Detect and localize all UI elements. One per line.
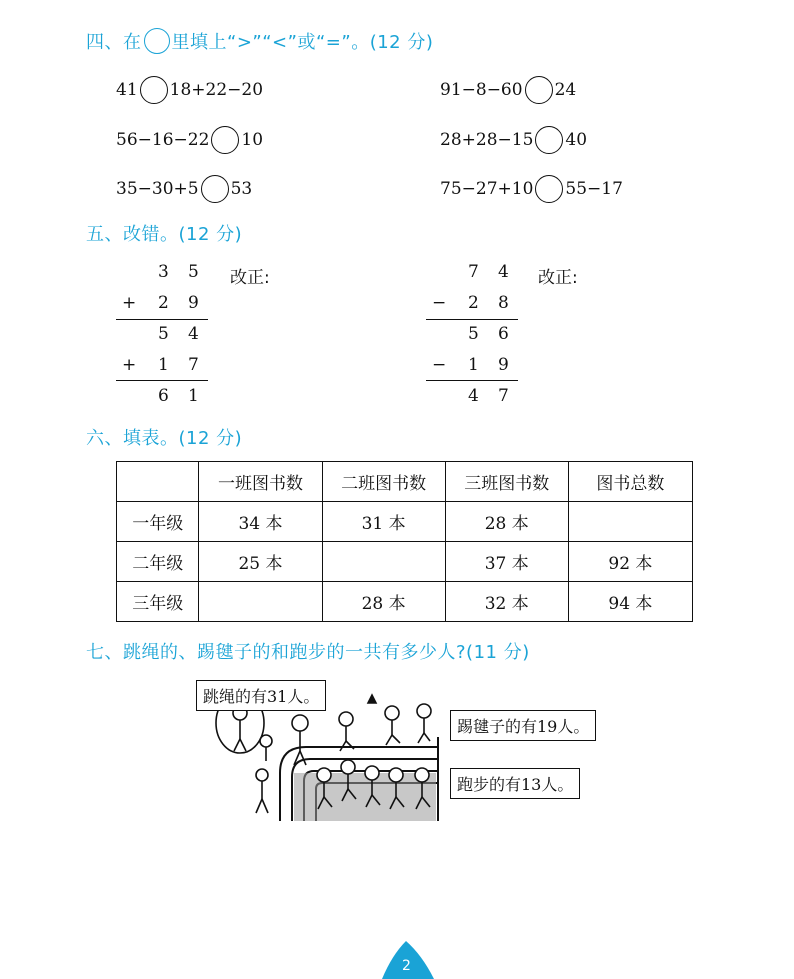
expr-left: 56−16−22 [116, 130, 210, 150]
callout-rope-jumping: 跳绳的有31人。 [196, 680, 326, 711]
shuttlecock-players-icon [339, 695, 431, 751]
answer-circle[interactable] [525, 76, 553, 104]
expr-right: 10 [241, 130, 264, 150]
fix-label: 改正: [230, 268, 270, 288]
digit: 1 [188, 386, 199, 406]
table-header-cell: 图书总数 [568, 462, 692, 502]
compare-expr [116, 76, 263, 104]
expr-left: 75−27+10 [440, 179, 534, 199]
table-header-cell [117, 462, 199, 502]
section6-heading: 六、填表。(12 分) [86, 428, 243, 449]
digit: 7 [188, 355, 199, 375]
compare-expr [440, 175, 623, 203]
answer-circle[interactable] [535, 126, 563, 154]
table-row [117, 542, 693, 582]
section5-heading: 五、改错。(12 分) [86, 224, 243, 245]
digit: 5 [468, 324, 479, 344]
expr-left: 91−8−60 [440, 80, 523, 100]
book-table [116, 461, 693, 622]
digit: 4 [188, 324, 199, 344]
expr-right: 24 [554, 80, 577, 100]
circle-icon [144, 28, 170, 54]
answer-circle[interactable] [201, 175, 229, 203]
digit: 9 [498, 355, 509, 375]
table-row [117, 502, 693, 542]
table-cell-blank[interactable] [199, 582, 322, 622]
answer-circle[interactable] [211, 126, 239, 154]
table-row-label: 二年级 [117, 542, 199, 582]
table-row-label: 一年级 [117, 502, 199, 542]
table-cell-blank[interactable] [322, 542, 445, 582]
digit: 1 [468, 355, 479, 375]
digit: 6 [158, 386, 169, 406]
page-number: 2 [402, 958, 411, 974]
table-cell: 34 本 [199, 502, 322, 542]
section4-heading-post: 里填上“>”“<”或“=”。(12 分) [171, 32, 434, 53]
table-cell: 28 本 [322, 582, 445, 622]
table-row-label: 三年级 [117, 582, 199, 622]
compare-expr [440, 126, 587, 154]
table-cell: 32 本 [445, 582, 568, 622]
digit: 3 [158, 262, 169, 282]
answer-circle[interactable] [140, 76, 168, 104]
callout-running: 跑步的有13人。 [450, 768, 580, 799]
table-header-cell: 一班图书数 [199, 462, 322, 502]
compare-expr [116, 126, 263, 154]
table-cell-blank[interactable] [568, 502, 692, 542]
expr-right: 55−17 [565, 179, 623, 199]
table-header-row [117, 462, 693, 502]
table-cell: 25 本 [199, 542, 322, 582]
section7-heading: 七、跳绳的、踢毽子的和跑步的一共有多少人?(11 分) [86, 642, 530, 663]
expr-left: 41 [116, 80, 138, 100]
track-surface [294, 773, 436, 821]
section4-heading-pre: 四、在 [86, 32, 142, 53]
digit: 9 [188, 293, 199, 313]
digit: 2 [158, 293, 169, 313]
operator: − [432, 355, 447, 375]
digit: 5 [158, 324, 169, 344]
table-row [117, 582, 693, 622]
table-cell: 94 本 [568, 582, 692, 622]
table-header-cell: 二班图书数 [322, 462, 445, 502]
table-cell: 92 本 [568, 542, 692, 582]
digit: 8 [498, 293, 509, 313]
digit: 7 [468, 262, 479, 282]
compare-expr [440, 76, 576, 104]
compare-expr [116, 175, 252, 203]
digit: 1 [158, 355, 169, 375]
digit: 4 [468, 386, 479, 406]
table-cell: 28 本 [445, 502, 568, 542]
section4-heading [86, 28, 433, 54]
expr-left: 28+28−15 [440, 130, 534, 150]
operator: + [122, 293, 137, 313]
callout-shuttlecock: 踢毽子的有19人。 [450, 710, 596, 741]
table-cell: 37 本 [445, 542, 568, 582]
digit: 4 [498, 262, 509, 282]
operator: + [122, 355, 137, 375]
digit: 7 [498, 386, 509, 406]
expr-right: 40 [565, 130, 588, 150]
expr-right: 18+22−20 [169, 80, 264, 100]
expr-left: 35−30+5 [116, 179, 199, 199]
expr-right: 53 [230, 179, 253, 199]
digit: 5 [188, 262, 199, 282]
digit: 2 [468, 293, 479, 313]
table-header-cell: 三班图书数 [445, 462, 568, 502]
table-cell: 31 本 [322, 502, 445, 542]
operator: − [432, 293, 447, 313]
fix-label: 改正: [538, 268, 578, 288]
answer-circle[interactable] [535, 175, 563, 203]
digit: 6 [498, 324, 509, 344]
